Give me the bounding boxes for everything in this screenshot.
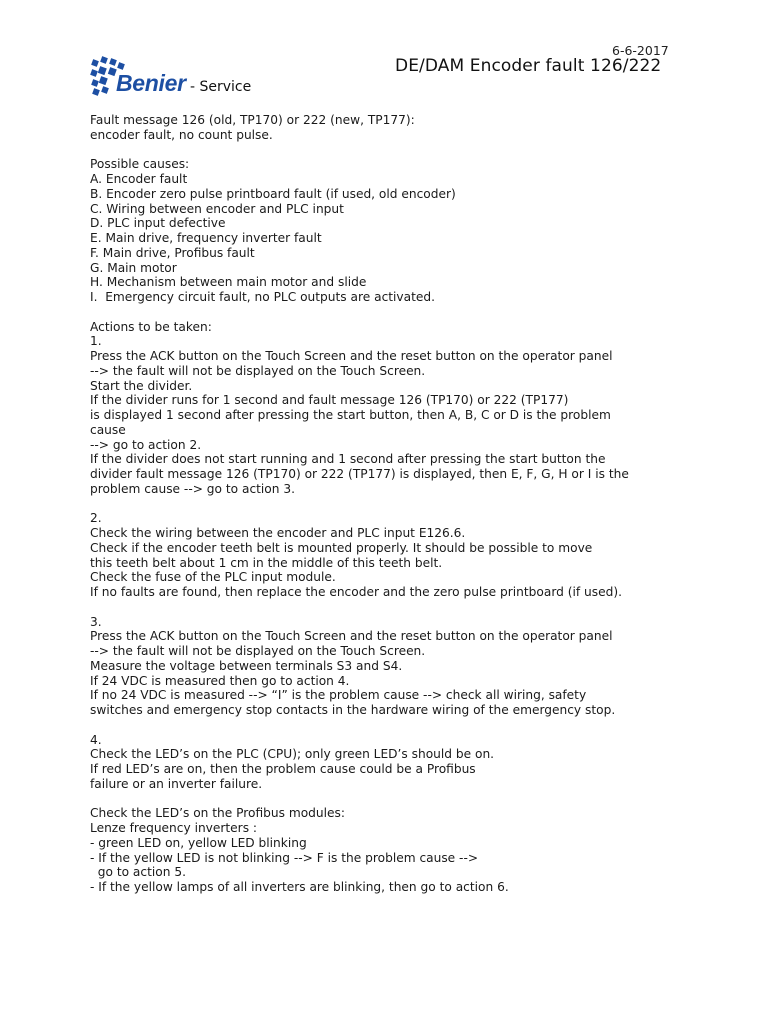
cause-item: B. Encoder zero pulse printboard fault (if used, old encoder) — [90, 186, 456, 201]
action-line: cause — [90, 422, 126, 437]
action-line: 4. — [90, 732, 102, 747]
action-line: --> the fault will not be displayed on the Touch Screen. — [90, 363, 426, 378]
action-2-section — [90, 511, 690, 600]
intro-line: encoder fault, no count pulse. — [90, 127, 273, 142]
cause-item: C. Wiring between encoder and PLC input — [90, 201, 344, 216]
action-line: 1. — [90, 334, 102, 349]
action-line: is displayed 1 second after pressing the start button, then A, B, C or D is the problem — [90, 408, 611, 422]
action-line: If 24 VDC is measured then go to action 4. — [90, 673, 350, 688]
action-line: this teeth belt about 1 cm in the middle of this teeth belt. — [90, 555, 443, 570]
benier-logo — [90, 56, 280, 100]
actions-heading: Actions to be taken: — [90, 319, 212, 334]
cause-item: A. Encoder fault — [90, 172, 188, 186]
profibus-line: Lenze frequency inverters : — [90, 821, 258, 835]
action-line: 2. — [90, 511, 102, 526]
action-line: Press the ACK button on the Touch Screen and the reset button on the operator panel — [90, 349, 613, 363]
action-line: problem cause --> go to action 3. — [90, 481, 295, 496]
logo-service-text: - Service — [190, 79, 252, 95]
cause-item: H. Mechanism between main motor and slide — [90, 275, 367, 290]
action-line: Check if the encoder teeth belt is mounted properly. It should be possible to move — [90, 540, 593, 555]
intro-line: Fault message 126 (old, TP170) or 222 (new, TP177): — [90, 113, 415, 127]
logo-brand-text: Benier — [116, 70, 186, 96]
cause-item: E. Main drive, frequency inverter fault — [90, 231, 322, 245]
causes-section — [90, 157, 690, 305]
cause-item: I. Emergency circuit fault, no PLC outputs are activated. — [90, 290, 436, 304]
causes-heading: Possible causes: — [90, 157, 190, 172]
profibus-section — [90, 806, 690, 895]
action-line: 3. — [90, 614, 102, 629]
action-line: If no 24 VDC is measured --> “I” is the problem cause --> check all wiring, safety — [90, 688, 587, 703]
action-line: If the divider does not start running and 1 second after pressing the start button the — [90, 452, 606, 467]
document-title: DE/DAM Encoder fault 126/222 — [395, 56, 662, 76]
action-line: divider fault message 126 (TP170) or 222 (TP177) is displayed, then E, F, G, H or I is the — [90, 467, 629, 481]
action-line: --> the fault will not be displayed on the Touch Screen. — [90, 644, 426, 658]
action-line: Measure the voltage between terminals S3 and S4. — [90, 658, 403, 673]
profibus-line: - If the yellow lamps of all inverters are blinking, then go to action 6. — [90, 880, 509, 894]
document-body — [90, 113, 690, 895]
action-line: Check the wiring between the encoder and PLC input E126.6. — [90, 526, 466, 540]
action-line: If red LED’s are on, then the problem cause could be a Profibus — [90, 762, 476, 776]
profibus-line: Check the LED’s on the Profibus modules: — [90, 806, 345, 821]
action-1-section — [90, 320, 690, 497]
action-line: Start the divider. — [90, 378, 193, 393]
action-line: Check the fuse of the PLC input module. — [90, 570, 336, 585]
action-line: --> go to action 2. — [90, 437, 202, 452]
profibus-line: go to action 5. — [90, 865, 186, 880]
action-line: switches and emergency stop contacts in the hardware wiring of the emergency stop. — [90, 703, 616, 717]
cause-item: F. Main drive, Profibus fault — [90, 245, 255, 260]
cause-item: D. PLC input defective — [90, 216, 226, 231]
action-4-section — [90, 733, 690, 792]
action-line: If no faults are found, then replace the encoder and the zero pulse printboard (if used). — [90, 585, 622, 599]
action-line: failure or an inverter failure. — [90, 776, 263, 791]
document-date: 6-6-2017 — [612, 43, 669, 58]
action-3-section — [90, 615, 690, 718]
action-line: If the divider runs for 1 second and fault message 126 (TP170) or 222 (TP177) — [90, 393, 569, 408]
action-line: Press the ACK button on the Touch Screen and the reset button on the operator panel — [90, 629, 613, 644]
action-line: Check the LED’s on the PLC (CPU); only green LED’s should be on. — [90, 747, 495, 762]
intro-section — [90, 113, 690, 143]
cause-item: G. Main motor — [90, 260, 177, 275]
profibus-line: - If the yellow LED is not blinking --> F is the problem cause --> — [90, 850, 479, 865]
profibus-line: - green LED on, yellow LED blinking — [90, 835, 307, 850]
